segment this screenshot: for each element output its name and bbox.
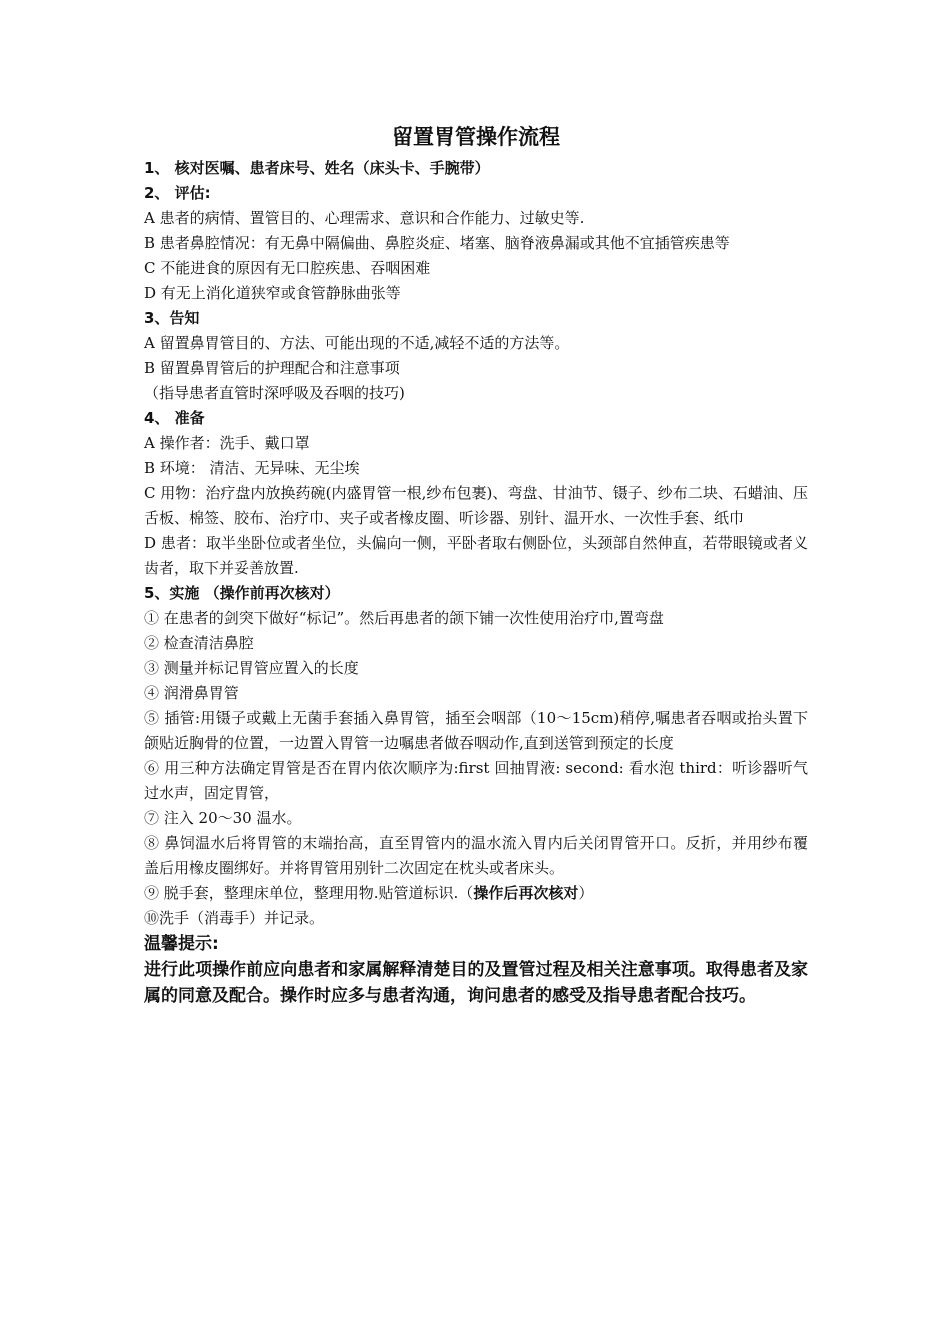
step-9 (144, 881, 808, 906)
tips-heading: 温馨提示: (144, 934, 219, 954)
assessment-item-d: D 有无上消化道狭窄或食管静脉曲张等 (144, 284, 401, 302)
section-2-heading: 2、 评估: (144, 184, 211, 202)
step-9-text: ⑨ 脱手套，整理床单位，整理用物.贴管道标识.（ (144, 884, 474, 902)
document-page (144, 118, 808, 1009)
assessment-item-b: B 患者鼻腔情况：有无鼻中隔偏曲、鼻腔炎症、堵塞、脑脊液鼻漏或其他不宜插管疾患等 (144, 234, 730, 252)
document-title: 留置胃管操作流程 (392, 125, 560, 149)
section-3-heading: 3、告知 (144, 309, 200, 327)
prep-item-b: B 环境： 清洁、无异味、无尘埃 (144, 459, 360, 477)
inform-note: （指导患者直管时深呼吸及吞咽的技巧) (144, 384, 405, 402)
inform-item-a: A 留置鼻胃管目的、方法、可能出现的不适,减轻不适的方法等。 (144, 334, 570, 352)
step-9-end: ） (578, 884, 594, 902)
step-2: ② 检查清洁鼻腔 (144, 634, 254, 652)
prep-item-a: A 操作者：洗手、戴口罩 (144, 434, 310, 452)
step-5: ⑤ 插管:用镊子或戴上无菌手套插入鼻胃管，插至会咽部（10～15cm)稍停,嘱患者吞咽或抬头置下颌贴近胸骨的位置，一边置入胃管一边嘱患者做吞咽动作,直到送管到预定的长度 (144, 709, 808, 752)
step-4: ④ 润滑鼻胃管 (144, 684, 239, 702)
step-6: ⑥ 用三种方法确定胃管是否在胃内依次顺序为:first 回抽胃液: second: 看水泡 third：听诊器听气过水声，固定胃管， (144, 759, 808, 802)
step-3: ③ 测量并标记胃管应置入的长度 (144, 659, 359, 677)
section-1-heading: 1、 核对医嘱、患者床号、姓名（床头卡、手腕带） (144, 159, 490, 177)
step-9-bold: 操作后再次核对 (473, 884, 579, 902)
tips-body: 进行此项操作前应向患者和家属解释清楚目的及置管过程及相关注意事项。取得患者及家属的同意及配合。操作时应多与患者沟通，询问患者的感受及指导患者配合技巧。 (144, 960, 808, 1006)
assessment-item-a: A 患者的病情、置管目的、心理需求、意识和合作能力、过敏史等. (144, 209, 585, 227)
assessment-item-c: C 不能进食的原因有无口腔疾患、吞咽困难 (144, 259, 431, 277)
step-8: ⑧ 鼻饲温水后将胃管的末端抬高，直至胃管内的温水流入胃内后关闭胃管开口。反折，并用纱布覆盖后用橡皮圈绑好。并将胃管用别针二次固定在枕头或者床头。 (144, 834, 808, 877)
prep-item-c: C 用物：治疗盘内放换药碗(内盛胃管一根,纱布包裹)、弯盘、甘油节、镊子、纱布二块、石蜡油、压舌板、棉签、胶布、治疗巾、夹子或者橡皮圈、听诊器、别针、温开水、一次性手套、纸巾 (144, 484, 808, 527)
section-4-heading: 4、 准备 (144, 409, 205, 427)
step-1: ① 在患者的剑突下做好“标记”。然后再患者的颌下铺一次性使用治疗巾,置弯盘 (144, 609, 664, 627)
section-5-heading: 5、实施 （操作前再次核对） (144, 584, 340, 602)
inform-item-b: B 留置鼻胃管后的护理配合和注意事项 (144, 359, 400, 377)
prep-item-d: D 患者：取半坐卧位或者坐位，头偏向一侧，平卧者取右侧卧位，头颈部自然伸直，若带眼镜或者义齿者，取下并妥善放置. (144, 534, 808, 577)
step-10: ⑩洗手（消毒手）并记录。 (144, 909, 325, 927)
step-7: ⑦ 注入 20～30 温水。 (144, 809, 302, 827)
